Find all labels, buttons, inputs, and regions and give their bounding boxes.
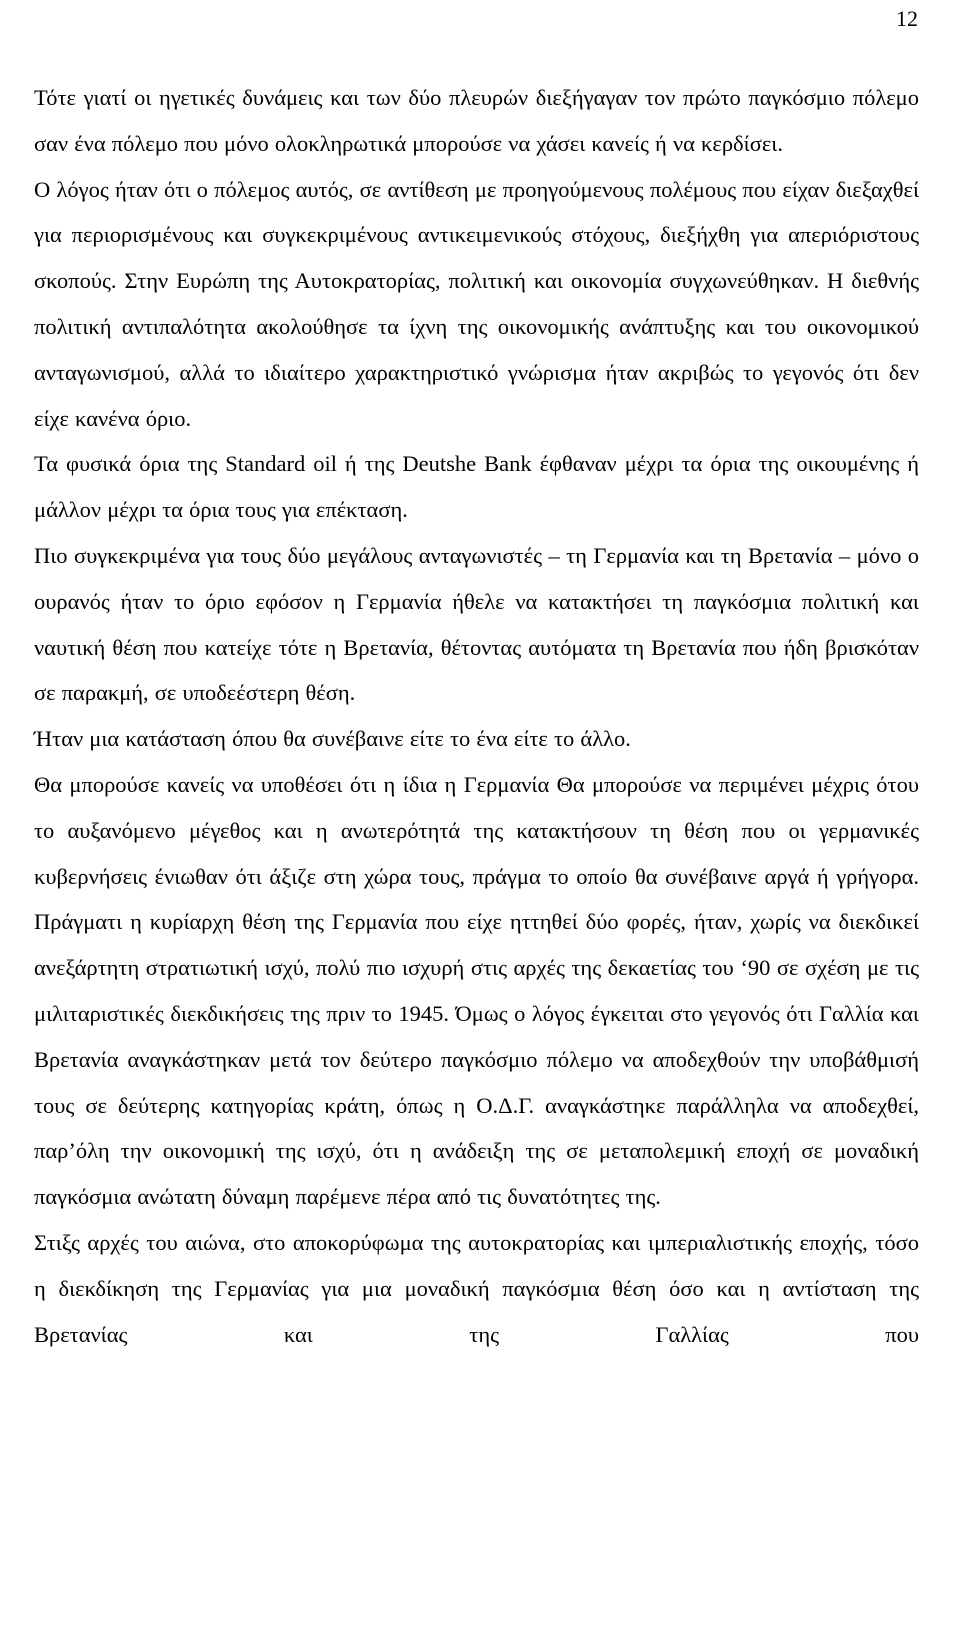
paragraph-4: Πιο συγκεκριμένα για τους δύο μεγάλους ανταγωνιστές – τη Γερμανία και τη Βρετανία – μόνο ο ουρανός ήταν το όριο εφόσον η Γερμανία ήθελε να κατακτήσει τη παγκόσμια πολιτική και ναυτική θέση που κατείχε τότε η Βρετανία, θέτοντας αυτόματα τη Βρετανία που ήδη βρισκόταν σε παρακμή, σε υποδεέστερη θέση. [34,542,919,706]
paragraph-5: Ήταν μια κατάσταση όπου θα συνέβαινε είτε το ένα είτε το άλλο. [34,726,631,752]
paragraph-2: Ο λόγος ήταν ότι ο πόλεμος αυτός, σε αντίθεση με προηγούμενους πολέμους που είχαν διεξαχθεί για περιορισμένους και συγκεκριμένους αντικειμενικούς στόχους, διεξήχθη για απεριόριστους σκοπούς. Στην Ευρώπη της Αυτοκρατορίας, πολιτική και οικονομία συγχωνεύθηκαν. Η διεθνής πολιτική αντιπαλότητα ακολούθησε τα ίχνη της οικονομικής ανάπτυξης και του οικονομικού ανταγωνισμού, αλλά το ιδιαίτερο χαρακτηριστικό γνώρισμα ήταν ακριβώς το γεγονός ότι δεν είχε κανένα όριο. [34,176,919,431]
paragraph-3: Τα φυσικά όρια της Standard oil ή της Deutshe Bank έφθαναν μέχρι τα όρια της οικουμένης ή μάλλον μέχρι τα όρια τους για επέκταση. [34,451,919,523]
document-body [34,75,919,1357]
paragraph-6: Θα μπορούσε κανείς να υποθέσει ότι η ίδια η Γερμανία Θα μπορούσε να περιμένει μέχρις ότου το αυξανόμενο μέγεθος και η ανωτερότητά της κατακτήσουν τη θέση που οι γερμανικές κυβερνήσεις ένιωθαν ότι άξιζε στη χώρα τους, πράγμα το οποίο θα συνέβαινε αργά ή γρήγορα. Πράγματι η κυρίαρχη θέση της Γερμανία που είχε ηττηθεί δύο φορές, ήταν, χωρίς να διεκδικεί ανεξάρτητη στρατιωτική ισχύ, πολύ πιο ισχυρή στις αρχές της δεκαετίας του ‘90 σε σχέση με τις μιλιταριστικές διεκδικήσεις της πριν το 1945. Όμως ο λόγος έγκειται στο γεγονός ότι Γαλλία και Βρετανία αναγκάστηκαν μετά τον δεύτερο παγκόσμιο πόλεμο να αποδεχθούν την υποβάθμισή τους σε δεύτερης κατηγορίας κράτη, όπως η Ο.Δ.Γ. αναγκάστηκε παράλληλα να αποδεχθεί, παρ’όλη την οικονομική της ισχύ, ότι η ανάδειξη της σε μεταπολεμική εποχή σε μοναδική παγκόσμια ανώτατη δύναμη παρέμενε πέρα από τις δυνατότητες της. [34,771,919,1210]
paragraph-7: Στιξς αρχές του αιώνα, στο αποκορύφωμα της αυτοκρατορίας και ιμπεριαλιστικής εποχής, τόσο η διεκδίκηση της Γερμανίας για μια μοναδική παγκόσμια θέση όσο και η αντίσταση της Βρετανίας και της Γαλλίας που [34,1229,919,1347]
paragraph-1: Τότε γιατί οι ηγετικές δυνάμεις και των δύο πλευρών διεξήγαγαν τον πρώτο παγκόσμιο πόλεμο σαν ένα πόλεμο που μόνο ολοκληρωτικά μπορούσε να χάσει κανείς ή να κερδίσει. [34,85,919,156]
page-number: 12 [896,6,918,31]
